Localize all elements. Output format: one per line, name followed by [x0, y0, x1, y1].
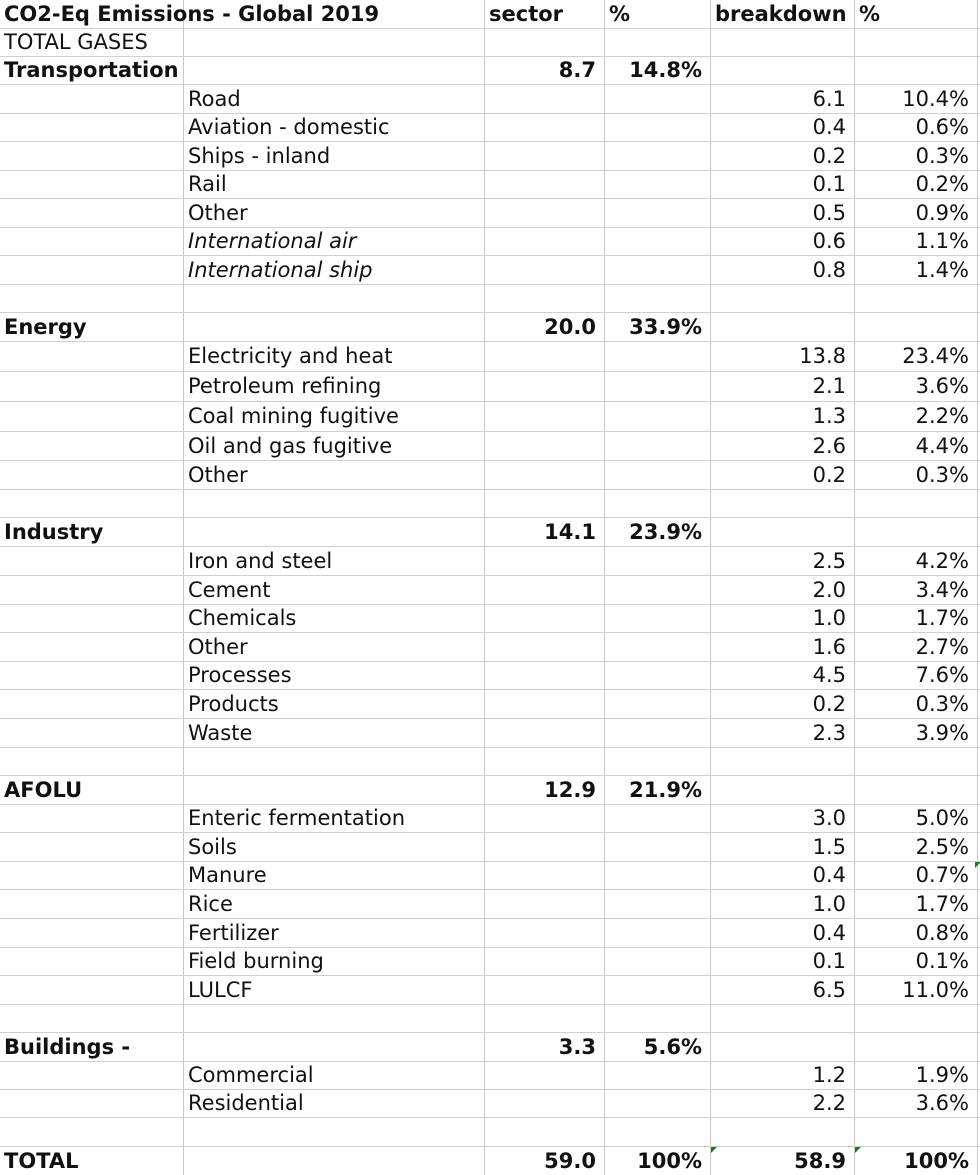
total-sector-percent[interactable]: 100% — [637, 1148, 702, 1173]
breakdown-row — [0, 113, 980, 141]
blank-row — [0, 1004, 980, 1032]
breakdown-label[interactable]: Residential — [188, 1091, 304, 1115]
subtitle-total-gases[interactable]: TOTAL GASES — [4, 30, 148, 54]
breakdown-value[interactable]: 0.2 — [812, 462, 846, 487]
breakdown-row — [0, 84, 980, 113]
breakdown-label[interactable]: Products — [188, 691, 279, 716]
breakdown-row — [0, 341, 980, 371]
breakdown-value[interactable]: 13.8 — [799, 344, 846, 368]
breakdown-value[interactable]: 0.8 — [812, 257, 846, 282]
breakdown-row — [0, 198, 980, 227]
breakdown-label[interactable]: Iron and steel — [188, 548, 333, 573]
breakdown-percent[interactable]: 2.2% — [915, 404, 969, 428]
breakdown-value[interactable]: 1.3 — [812, 404, 846, 428]
sector-name[interactable]: AFOLU — [4, 777, 83, 802]
breakdown-row — [0, 227, 980, 255]
breakdown-percent[interactable]: 0.6% — [915, 115, 969, 139]
sector-row — [0, 517, 980, 546]
breakdown-value[interactable]: 0.2 — [812, 143, 846, 168]
subtitle-row — [0, 28, 980, 56]
breakdown-value[interactable]: 2.5 — [812, 548, 846, 573]
sector-value[interactable]: 12.9 — [544, 777, 596, 802]
breakdown-label[interactable]: Processes — [188, 663, 292, 687]
cell-warning-marker-icon — [855, 1147, 861, 1153]
breakdown-row — [0, 604, 980, 632]
breakdown-value[interactable]: 2.3 — [812, 720, 846, 745]
breakdown-label[interactable]: LULCF — [188, 977, 253, 1002]
breakdown-percent[interactable]: 1.9% — [915, 1063, 969, 1087]
breakdown-percent[interactable]: 7.6% — [915, 663, 969, 687]
breakdown-percent[interactable]: 11.0% — [902, 977, 969, 1002]
total-breakdown-value[interactable]: 58.9 — [794, 1148, 846, 1173]
total-sector-value[interactable]: 59.0 — [544, 1148, 596, 1173]
breakdown-value[interactable]: 2.1 — [812, 374, 846, 398]
breakdown-percent[interactable]: 3.4% — [915, 577, 969, 602]
breakdown-value[interactable]: 0.1 — [812, 172, 846, 196]
total-label[interactable]: TOTAL — [4, 1148, 79, 1173]
breakdown-label[interactable]: Chemicals — [188, 606, 297, 630]
breakdown-value[interactable]: 0.6 — [812, 229, 846, 253]
breakdown-percent[interactable]: 0.3% — [915, 462, 969, 487]
breakdown-label[interactable]: Other — [188, 634, 248, 659]
breakdown-percent[interactable]: 1.4% — [915, 257, 969, 282]
breakdown-label[interactable]: Other — [188, 200, 248, 225]
breakdown-row — [0, 141, 980, 170]
sector-value[interactable]: 20.0 — [544, 314, 596, 339]
breakdown-label[interactable]: Road — [188, 86, 241, 111]
breakdown-label[interactable]: Cement — [188, 577, 271, 602]
breakdown-row — [0, 431, 980, 460]
sector-percent[interactable]: 23.9% — [629, 519, 702, 544]
breakdown-label[interactable]: Petroleum refining — [188, 374, 382, 398]
breakdown-value[interactable]: 3.0 — [812, 806, 846, 830]
breakdown-value[interactable]: 4.5 — [812, 663, 846, 687]
blank-row — [0, 284, 980, 312]
breakdown-row — [0, 371, 980, 401]
breakdown-label[interactable]: Waste — [188, 720, 253, 745]
breakdown-value[interactable]: 1.2 — [812, 1063, 846, 1087]
breakdown-label[interactable]: Other — [188, 462, 248, 487]
breakdown-label[interactable]: Commercial — [188, 1063, 314, 1087]
breakdown-percent[interactable]: 2.5% — [915, 834, 969, 859]
breakdown-percent[interactable]: 0.7% — [915, 863, 969, 887]
breakdown-label[interactable]: Field burning — [188, 949, 324, 973]
breakdown-percent[interactable]: 4.2% — [915, 548, 969, 573]
breakdown-label[interactable]: Fertilizer — [188, 920, 279, 945]
sector-value[interactable]: 3.3 — [558, 1034, 596, 1059]
sector-percent[interactable]: 21.9% — [629, 777, 702, 802]
breakdown-row — [0, 632, 980, 661]
breakdown-value[interactable]: 0.4 — [812, 920, 846, 945]
breakdown-value[interactable]: 2.0 — [812, 577, 846, 602]
breakdown-row — [0, 975, 980, 1004]
breakdown-percent[interactable]: 0.3% — [915, 143, 969, 168]
sector-value[interactable]: 8.7 — [558, 58, 596, 82]
breakdown-percent[interactable]: 4.4% — [915, 433, 969, 458]
total-breakdown-percent[interactable]: 100% — [904, 1148, 969, 1173]
sector-row — [0, 775, 980, 804]
breakdown-row — [0, 804, 980, 832]
breakdown-value[interactable]: 1.0 — [812, 891, 846, 916]
breakdown-row — [0, 460, 980, 489]
breakdown-value[interactable]: 6.1 — [812, 86, 846, 111]
breakdown-value[interactable]: 0.5 — [812, 200, 846, 225]
breakdown-row — [0, 689, 980, 718]
breakdown-value[interactable]: 0.2 — [812, 691, 846, 716]
breakdown-value[interactable]: 0.1 — [812, 949, 846, 973]
breakdown-row — [0, 889, 980, 918]
breakdown-value[interactable]: 1.5 — [812, 834, 846, 859]
breakdown-percent[interactable]: 0.9% — [915, 200, 969, 225]
sheet-title[interactable]: CO2-Eq Emissions - Global 2019 — [4, 2, 380, 26]
breakdown-percent[interactable]: 0.3% — [915, 691, 969, 716]
breakdown-value[interactable]: 0.4 — [812, 863, 846, 887]
header-percent[interactable]: % — [609, 2, 631, 26]
breakdown-label[interactable]: Coal mining fugitive — [188, 404, 399, 428]
breakdown-row — [0, 861, 980, 889]
header-breakdown[interactable]: breakdown — [715, 2, 847, 26]
blank-row — [0, 489, 980, 517]
breakdown-row — [0, 170, 980, 198]
breakdown-label[interactable]: Oil and gas fugitive — [188, 433, 393, 458]
sector-percent[interactable]: 14.8% — [629, 58, 702, 82]
breakdown-row — [0, 546, 980, 575]
breakdown-row — [0, 661, 980, 689]
breakdown-label[interactable]: Ships - inland — [188, 143, 331, 168]
breakdown-row — [0, 718, 980, 747]
blank-row — [0, 1117, 980, 1146]
breakdown-percent[interactable]: 3.6% — [915, 374, 969, 398]
breakdown-value[interactable]: 2.2 — [812, 1091, 846, 1115]
breakdown-percent[interactable]: 0.8% — [915, 920, 969, 945]
breakdown-row — [0, 832, 980, 861]
cell-warning-marker-icon — [975, 862, 980, 868]
breakdown-value[interactable]: 1.6 — [812, 634, 846, 659]
breakdown-value[interactable]: 1.0 — [812, 606, 846, 630]
sector-value[interactable]: 14.1 — [544, 519, 596, 544]
breakdown-percent[interactable]: 1.1% — [915, 229, 969, 253]
breakdown-label[interactable]: Enteric fermentation — [188, 806, 406, 830]
breakdown-value[interactable]: 6.5 — [812, 977, 846, 1002]
breakdown-row — [0, 255, 980, 284]
sector-name[interactable]: Energy — [4, 314, 87, 339]
breakdown-row — [0, 1061, 980, 1089]
sector-row — [0, 312, 980, 341]
breakdown-label[interactable]: International air — [188, 229, 357, 253]
breakdown-percent[interactable]: 3.6% — [915, 1091, 969, 1115]
header-row — [0, 0, 980, 28]
breakdown-percent[interactable]: 1.7% — [915, 606, 969, 630]
sector-percent[interactable]: 33.9% — [629, 314, 702, 339]
breakdown-label[interactable]: International ship — [188, 257, 373, 282]
breakdown-percent[interactable]: 2.7% — [915, 634, 969, 659]
breakdown-percent[interactable]: 0.1% — [915, 949, 969, 973]
breakdown-label[interactable]: Aviation - domestic — [188, 115, 390, 139]
sector-row — [0, 56, 980, 84]
breakdown-percent[interactable]: 5.0% — [915, 806, 969, 830]
sector-percent[interactable]: 5.6% — [643, 1034, 702, 1059]
breakdown-value[interactable]: 2.6 — [812, 433, 846, 458]
blank-row — [0, 747, 980, 775]
breakdown-label[interactable]: Soils — [188, 834, 237, 859]
breakdown-row — [0, 947, 980, 975]
sector-name[interactable]: Buildings - — [4, 1034, 131, 1059]
breakdown-percent[interactable]: 3.9% — [915, 720, 969, 745]
breakdown-percent[interactable]: 23.4% — [902, 344, 969, 368]
total-row — [0, 1146, 980, 1175]
breakdown-value[interactable]: 0.4 — [812, 115, 846, 139]
breakdown-row — [0, 1089, 980, 1117]
breakdown-percent[interactable]: 0.2% — [915, 172, 969, 196]
breakdown-label[interactable]: Rail — [188, 172, 227, 196]
breakdown-row — [0, 918, 980, 947]
breakdown-percent[interactable]: 10.4% — [902, 86, 969, 111]
sector-name[interactable]: Transportation — [4, 58, 179, 82]
breakdown-row — [0, 401, 980, 431]
sector-name[interactable]: Industry — [4, 519, 104, 544]
header-breakdown-percent[interactable]: % — [859, 2, 881, 26]
breakdown-row — [0, 575, 980, 604]
header-sector[interactable]: sector — [489, 2, 564, 26]
sector-row — [0, 1032, 980, 1061]
breakdown-label[interactable]: Rice — [188, 891, 233, 916]
breakdown-label[interactable]: Manure — [188, 863, 267, 887]
cell-warning-marker-icon — [711, 1147, 717, 1153]
breakdown-percent[interactable]: 1.7% — [915, 891, 969, 916]
breakdown-label[interactable]: Electricity and heat — [188, 344, 393, 368]
